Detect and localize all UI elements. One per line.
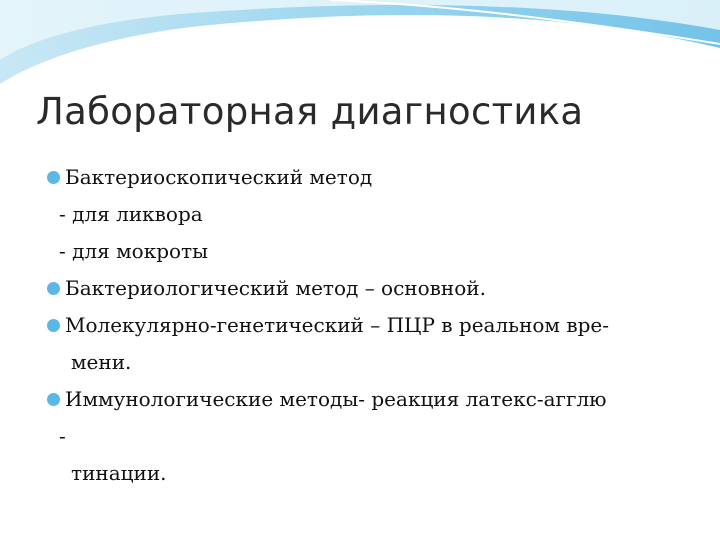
list-item-text: Бактериоскопический метод [65,165,373,189]
list-item [47,345,697,382]
list-item [47,308,697,345]
slide-title: Лабораторная диагностика [36,90,584,133]
list-item-text: Иммунологические методы- реакция латекс-агглю [65,387,607,411]
list-item-text: мени. [71,350,132,374]
bullet-dot-icon [47,282,60,295]
list-item-text: - [59,424,66,448]
bullet-list [47,160,697,493]
list-item [47,456,697,493]
bullet-dot-icon [47,319,60,332]
list-item [47,160,697,197]
list-item-text: тинации. [71,461,167,485]
list-item-text: Молекулярно-генетический – ПЦР в реальном вре- [65,313,610,337]
list-item [47,382,697,419]
header-wave-decoration [0,0,720,90]
list-item [47,271,697,308]
list-item-text: - для мокроты [59,239,209,263]
bullet-dot-icon [47,171,60,184]
list-item [47,234,697,271]
list-item [47,419,697,456]
list-item-text: Бактериологический метод – основной. [65,276,486,300]
bullet-dot-icon [47,393,60,406]
list-item-text: - для ликвора [59,202,203,226]
list-item [47,197,697,234]
